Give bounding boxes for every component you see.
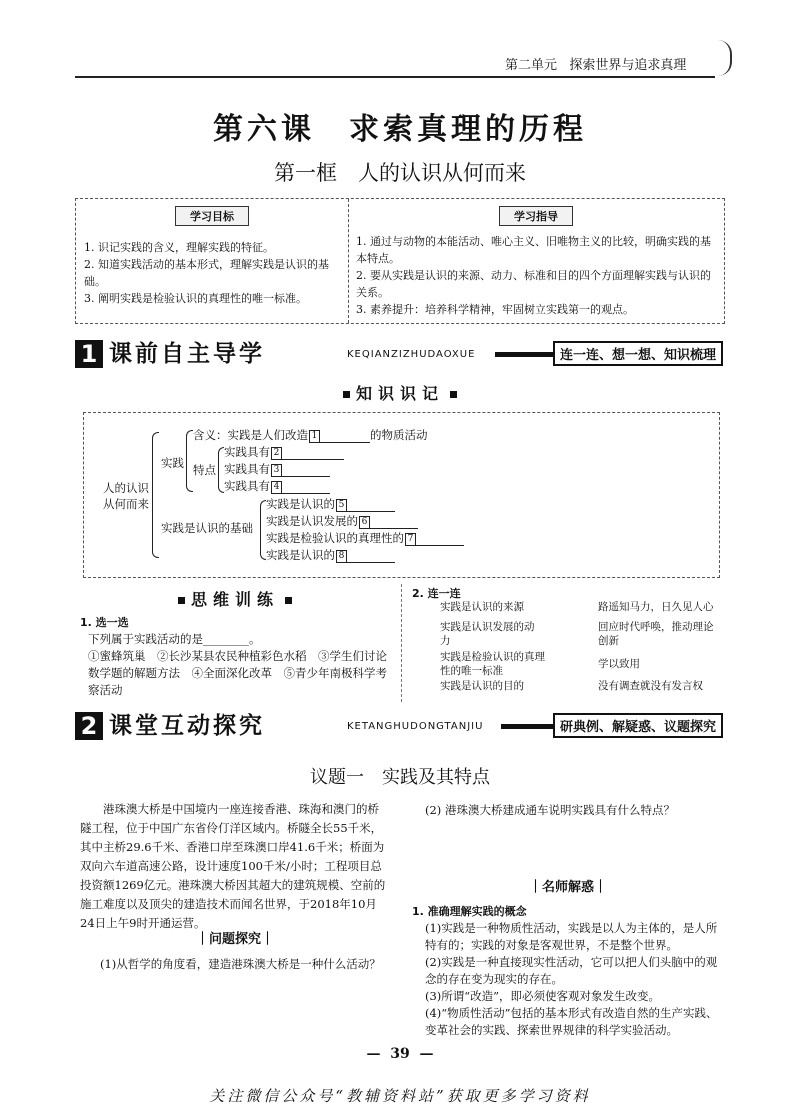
banner-square-icon xyxy=(450,391,457,398)
map-basis-item: 实践是认识发展的 6 xyxy=(266,513,418,529)
case-passage: 港珠澳大桥是中国境内一座连接香港、珠海和澳门的桥隧工程，位于中国广东省伶仃洋区域内。桥隧全长55千米，其中主桥29.6千米、香港口岸至珠澳口岸41.6千米；桥面为双向六车道高速公路，设计速度100千米/小时；工程项目总投资额1269亿元。港珠澳大桥因其超大的建筑规模、空前的施工难度以及顶尖的建造技术而闻名世界，于2018年10月24日上午9时开通运营。 xyxy=(80,802,386,930)
goal-item: 1. 识记实践的含义，理解实践的特征。 xyxy=(84,241,274,254)
thinking-banner-text: 思维训练 xyxy=(190,590,279,609)
teacher-point: (1)实践是一种物质性活动，实践是以人为主体的，是人所特有的；实践的对象是客观世界，不是整个世界。 xyxy=(425,921,718,952)
section-1-number: 1 xyxy=(75,340,103,368)
match-left[interactable]: 实践是认识的目的 xyxy=(440,680,524,692)
match-right[interactable]: 学以致用 xyxy=(598,658,640,670)
page-number-text: 39 xyxy=(390,1046,410,1062)
teacher-tag: ｜名师解惑｜ xyxy=(528,880,608,895)
guide-item: 1. 通过与动物的本能活动、唯心主义、旧唯物主义的比较，明确实践的基本特点。 xyxy=(356,235,711,265)
section-1-bar xyxy=(75,340,723,368)
map-basis-item: 实践是认识的 5 xyxy=(266,496,395,512)
teacher-tag-text: 名师解惑 xyxy=(541,880,594,895)
match-left[interactable]: 实践是认识发展的动力 xyxy=(440,621,535,647)
inquiry-question-2: (2) 港珠澳大桥建成通车说明实践具有什么特点？ xyxy=(425,803,675,817)
map-features: 特点 xyxy=(193,463,216,477)
teacher-heading: 1. 准确理解实践的概念 xyxy=(412,905,527,918)
section-2-number: 2 xyxy=(75,712,103,740)
header-unit: 第二单元 xyxy=(505,58,558,73)
knowledge-banner-text: 知识识记 xyxy=(355,384,444,403)
thinking-banner xyxy=(165,587,305,610)
guide-item: 2. 要从实践是认识的来源、动力、标准和目的四个方面理解实践与认识的关系。 xyxy=(356,269,711,299)
goals-right-list xyxy=(356,233,716,318)
map-definition xyxy=(193,427,428,443)
banner-square-icon xyxy=(178,597,185,604)
map-definition-tail: 的物质活动 xyxy=(370,428,428,442)
topic-title: 议题一 实践及其特点 xyxy=(310,767,490,788)
match-right[interactable]: 没有调查就没有发言权 xyxy=(598,680,703,692)
banner-square-icon xyxy=(343,391,350,398)
map-brace-root xyxy=(152,432,159,558)
goals-left-list xyxy=(84,239,342,307)
map-practice: 实践 xyxy=(161,456,184,470)
map-feature-item: 实践具有 3 xyxy=(224,461,330,477)
section-1-pinyin: KEQIANZIZHUDAOXUE xyxy=(347,349,476,360)
inquiry-question-1: (1)从哲学的角度看，建造港珠澳大桥是一种什么活动？ xyxy=(100,957,381,971)
goals-tag-right: 学习指导 xyxy=(499,206,573,226)
guide-item: 3. 素养提升：培养科学精神，牢固树立实践第一的观点。 xyxy=(356,303,634,316)
map-basis-item: 实践是检验认识的真理性的 7 xyxy=(266,530,464,546)
knowledge-banner xyxy=(330,381,470,404)
match-left[interactable]: 实践是认识的来源 xyxy=(440,601,524,613)
running-header xyxy=(505,54,686,73)
footer-note: 关注微信公众号“教辅资料站”获取更多学习资料 xyxy=(209,1087,591,1105)
section-2-bar xyxy=(75,712,723,740)
header-topic: 探索世界与追求真理 xyxy=(569,58,687,73)
header-rule xyxy=(75,76,715,78)
q1-label: 1. 选一选 xyxy=(80,616,129,629)
header-arc xyxy=(712,40,732,76)
map-brace-practice xyxy=(186,430,193,492)
frame-title: 第一框 人的认识从何而来 xyxy=(274,161,526,185)
map-definition-text: 含义：实践是人们改造 xyxy=(193,428,308,442)
map-basis: 实践是认识的基础 xyxy=(161,521,253,535)
inquiry-tag-text: 问题探究 xyxy=(208,932,261,947)
teacher-point: (4)“物质性活动”包括的基本形式有改造自然的生产实践、变革社会的实践、探索世界规律的科学实验活动。 xyxy=(425,1006,718,1037)
goals-box xyxy=(75,198,725,324)
section-2-pinyin: KETANGHUDONGTANJIU xyxy=(347,721,484,732)
teacher-points xyxy=(425,920,723,1039)
blank-number: 1 xyxy=(309,430,320,443)
teacher-point: (2)实践是一种直接现实性活动，它可以把人们头脑中的观念的存在变为现实的存在。 xyxy=(425,955,718,986)
goal-item: 2. 知道实践活动的基本形式，理解实践是认识的基础。 xyxy=(84,258,329,288)
section-2-title: 课堂互动探究 xyxy=(109,713,265,739)
map-root: 人的认识从何而来 xyxy=(103,481,149,511)
lesson-title: 第六课 求索真理的历程 xyxy=(213,112,587,147)
section-2-subtitle: 研典例、解疑惑、议题探究 xyxy=(553,713,723,738)
match-right[interactable]: 回应时代呼唤，推动理论创新 xyxy=(598,621,714,647)
goals-tag-left: 学习目标 xyxy=(175,206,249,226)
blank-line[interactable] xyxy=(320,442,370,443)
map-feature-item: 实践具有 4 xyxy=(224,478,330,494)
goal-item: 3. 阐明实践是检验认识的真理性的唯一标准。 xyxy=(84,292,307,305)
q2-label: 2. 连一连 xyxy=(412,587,461,600)
column-divider xyxy=(401,584,402,702)
page-number: — 39 — xyxy=(366,1046,434,1062)
q1-stem: 下列属于实践活动的是________。 xyxy=(88,632,261,646)
teacher-point: (3)所谓“改造”，即必须使客观对象发生改变。 xyxy=(425,989,661,1003)
map-basis-item: 实践是认识的 8 xyxy=(266,547,395,563)
match-right[interactable]: 路遥知马力，日久见人心 xyxy=(598,601,714,613)
match-left[interactable]: 实践是检验认识的真理性的唯一标准 xyxy=(440,651,545,677)
banner-square-icon xyxy=(285,597,292,604)
section-1-title: 课前自主导学 xyxy=(109,341,265,367)
q1-options: ①蜜蜂筑巢 ②长沙某县农民种植彩色水稻 ③学生们讨论数学题的解题方法 ④全面深化改革 ⑤青少年南极科学考察活动 xyxy=(88,649,387,697)
inquiry-tag: ｜问题探究｜ xyxy=(195,932,275,947)
section-1-subtitle: 连一连、想一想、知识梳理 xyxy=(553,341,723,366)
map-feature-item: 实践具有 2 xyxy=(224,444,344,460)
